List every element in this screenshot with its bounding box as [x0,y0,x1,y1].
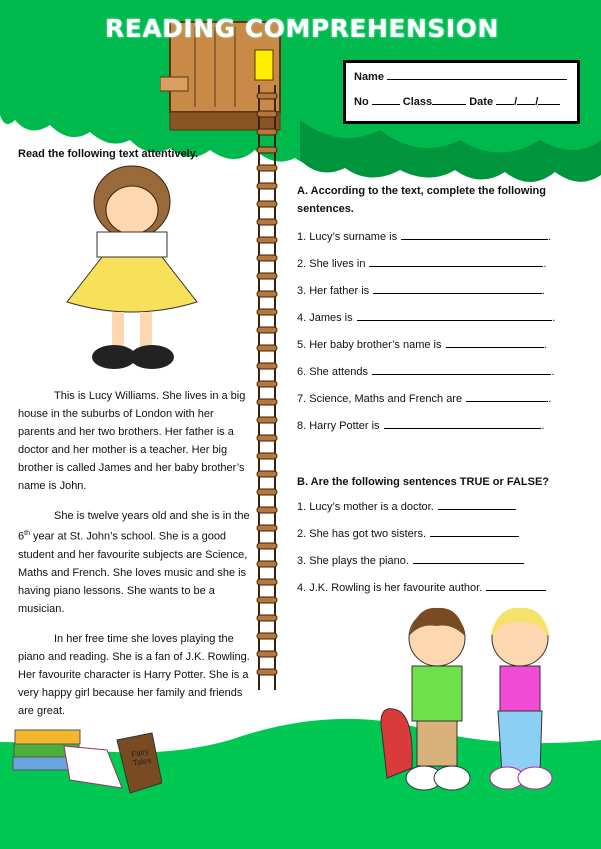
question-item [297,392,582,419]
date-label: Date [469,96,494,108]
question-item [297,554,582,581]
ladder-rung [257,147,277,153]
answer-blank[interactable] [446,338,544,348]
period: . [552,312,556,324]
period: . [551,366,555,378]
ladder-rung [257,165,277,171]
section-b-heading: B. Are the following sentences TRUE or FALSE? [297,476,550,488]
question-text: 4. J.K. Rowling is her favourite author. [297,582,483,594]
student-info-box [343,60,580,124]
ladder-rung [257,543,277,549]
ladder-rung [257,291,277,297]
number-field[interactable] [372,95,400,105]
answer-blank[interactable] [373,284,542,294]
ladder-rung [257,453,277,459]
ladder-rung [257,435,277,441]
date-month-field[interactable] [517,95,535,105]
answer-blank[interactable] [413,554,524,564]
ladder-rung [257,489,277,495]
ladder-rung [257,525,277,531]
ladder-rung [257,651,277,657]
girl-lucy-illustration [62,162,202,377]
rope-ladder [255,85,279,695]
question-item [297,284,582,311]
period: . [543,258,547,270]
ladder-rung [257,309,277,315]
question-item [297,419,582,446]
ladder-rung [257,255,277,261]
ladder-rung [257,111,277,117]
fairy-tales-book-label: Fairy Tales [130,746,153,768]
ladder-rung [257,669,277,675]
question-text: 3. Her father is [297,285,370,297]
ordinal-superscript: th [24,530,30,537]
period: . [541,420,545,432]
story-paragraph: This is Lucy Williams. She lives in a big house in the suburbs of London with her parents and her two brothers. Her father is a doctor and her mother is a teacher. Her big brother is called James and her baby brother’s name is John. [18,390,246,492]
story-paragraph-part: year at St. John’s school. She is a good student and her favourite subjects are Science, Maths and French. She loves music and she is having piano lessons. She wants to be a musician. [18,530,248,615]
period: . [543,339,547,351]
question-text: 1. Lucy’s mother is a doctor. [297,501,434,513]
question-text: 2. She has got two sisters. [297,528,427,540]
ladder-rung [257,381,277,387]
question-text: 5. Her baby brother’s name is [297,339,442,351]
question-text: 6. She attends [297,366,368,378]
question-item [297,500,582,527]
answer-blank[interactable] [372,365,551,375]
question-item [297,365,582,392]
ladder-rung [257,615,277,621]
answer-blank[interactable] [369,257,543,267]
no-label: No [354,96,369,108]
question-text: 7. Science, Maths and French are [297,393,463,405]
class-field[interactable] [432,95,466,105]
ladder-rung [257,327,277,333]
ladder-rung [257,597,277,603]
ladder-rung [257,237,277,243]
question-text: 2. She lives in [297,258,366,270]
period: . [541,285,545,297]
instruction-text: Read the following text attentively. [18,148,199,160]
story-paragraph: In her free time she loves playing the piano and reading. She is a fan of J.K. Rowling. Her favourite character is Harry Potter. She is a very happy girl because her family and friends are great. [18,632,250,717]
date-separator: / [514,96,518,108]
ladder-rung [257,417,277,423]
answer-blank[interactable] [438,500,516,510]
class-label: Class [402,96,433,108]
page-title: READING COMPREHENSION [105,14,499,43]
period: . [548,231,552,243]
ladder-rung [257,363,277,369]
answer-blank[interactable] [384,419,542,429]
question-item [297,257,582,284]
question-item [297,527,582,554]
ladder-rung [257,561,277,567]
story-paragraph-part: She is twelve years old and she is in the 6 [18,510,250,543]
question-text: 4. James is [297,312,353,324]
question-item [297,311,582,338]
ladder-rung [257,399,277,405]
ladder-rung [257,129,277,135]
ladder-rung [257,345,277,351]
ladder-rung [257,219,277,225]
name-label: Name [354,71,384,83]
questions-area [297,182,582,608]
ladder-rung [257,507,277,513]
ladder-rung [257,273,277,279]
ladder-rung [257,471,277,477]
ladder-rung [257,93,277,99]
date-year-field[interactable] [538,95,560,105]
question-item [297,230,582,257]
answer-blank[interactable] [430,527,519,537]
section-a-heading: A. According to the text, complete the following sentences. [297,185,546,215]
ladder-rung [257,633,277,639]
story-text [18,387,253,732]
ladder-rung [257,201,277,207]
question-text: 8. Harry Potter is [297,420,380,432]
name-field[interactable] [387,70,567,80]
date-separator: / [535,96,539,108]
answer-blank[interactable] [357,311,553,321]
period: . [548,393,552,405]
ladder-rung [257,579,277,585]
kids-illustration [372,598,562,798]
answer-blank[interactable] [486,581,546,591]
question-text: 1. Lucy’s surname is [297,231,398,243]
question-text: 3. She plays the piano. [297,555,409,567]
answer-blank[interactable] [466,392,548,402]
story-paragraph [18,507,253,618]
question-item [297,581,582,608]
question-item [297,338,582,365]
ladder-rung [257,183,277,189]
date-day-field[interactable] [496,95,514,105]
answer-blank[interactable] [401,230,548,240]
